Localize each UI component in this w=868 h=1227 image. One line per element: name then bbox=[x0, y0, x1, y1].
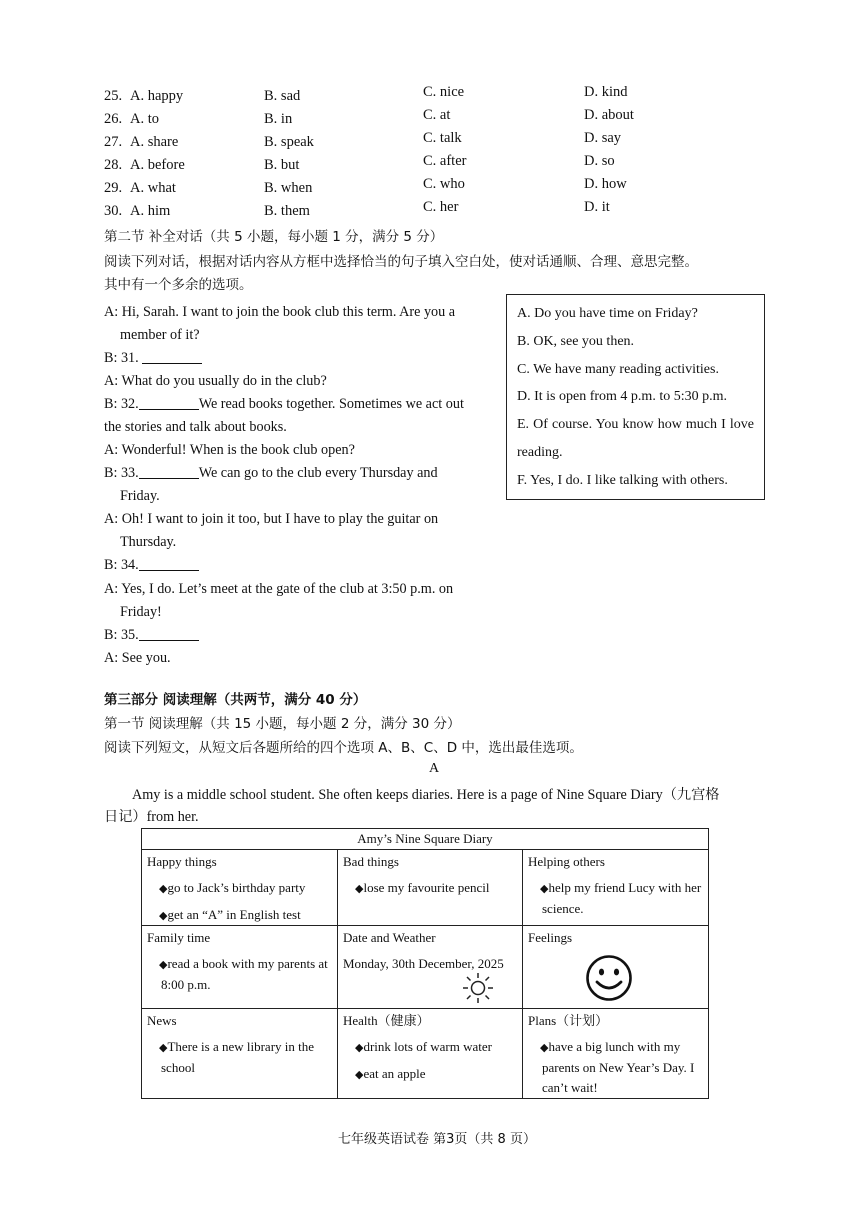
question-number: 25. bbox=[104, 88, 123, 104]
smiley-face-icon bbox=[585, 954, 633, 1002]
diary-cell-news bbox=[142, 1009, 338, 1099]
part3-instruction: 阅读下列短文，从短文后各题所给的四个选项 A、B、C、D 中，选出最佳选项。 bbox=[104, 740, 583, 756]
cell-title: Happy things bbox=[147, 854, 217, 869]
option-d: D. so bbox=[584, 153, 615, 169]
option-c: C. at bbox=[423, 107, 451, 123]
cell-item bbox=[147, 905, 332, 926]
diary-cell-bad bbox=[338, 850, 523, 926]
answer-blank-33[interactable] bbox=[139, 464, 199, 479]
option-c: C. her bbox=[423, 199, 459, 215]
section2-heading: 第二节 补全对话（共 5 小题，每小题 1 分，满分 5 分） bbox=[104, 229, 444, 245]
option-a: A. happy bbox=[130, 88, 184, 104]
dialogue-label: B: 34. bbox=[104, 557, 139, 573]
diary-cell-happy bbox=[142, 850, 338, 926]
cell-item bbox=[528, 1037, 703, 1098]
option-item: E. Of course. You know how much I love reading. bbox=[517, 417, 754, 460]
part3-subheading: 第一节 阅读理解（共 15 小题，每小题 2 分，满分 30 分） bbox=[104, 716, 461, 732]
option-d: D. kind bbox=[584, 84, 628, 100]
option-b: B. sad bbox=[264, 88, 301, 104]
diamond-bullet-icon: ◆ bbox=[355, 1069, 364, 1081]
cell-item-text: go to Jack’s birthday party bbox=[167, 880, 306, 895]
option-d: D. about bbox=[584, 107, 634, 123]
diamond-bullet-icon: ◆ bbox=[159, 910, 168, 922]
diamond-bullet-icon: ◆ bbox=[159, 959, 168, 971]
cell-item-text: lose my favourite pencil bbox=[363, 880, 490, 895]
diary-cell-health bbox=[338, 1009, 523, 1099]
option-b: B. speak bbox=[264, 134, 314, 150]
diary-cell-feelings bbox=[523, 926, 708, 1009]
cell-item-text: drink lots of warm water bbox=[363, 1039, 492, 1054]
option-c: C. nice bbox=[423, 84, 465, 100]
dialogue-line-33 bbox=[104, 462, 438, 485]
cell-title: Helping others bbox=[528, 854, 605, 869]
cell-item bbox=[147, 878, 332, 899]
part3-heading: 第三部分 阅读理解（共两节，满分 40 分） bbox=[104, 692, 367, 708]
dialogue-line-32 bbox=[104, 393, 464, 416]
dialogue-line: A: Wonderful! When is the book club open? bbox=[104, 442, 355, 458]
option-item: F. Yes, I do. I like talking with others. bbox=[517, 472, 728, 488]
dialogue-line: Friday! bbox=[120, 604, 162, 620]
option-d: D. how bbox=[584, 176, 627, 192]
nine-square-diary bbox=[141, 828, 709, 1099]
option-c: C. talk bbox=[423, 130, 462, 146]
cell-title: Plans（计划） bbox=[528, 1013, 609, 1028]
answer-blank-34[interactable] bbox=[139, 556, 199, 571]
diamond-bullet-icon: ◆ bbox=[355, 1042, 364, 1054]
cell-title: Feelings bbox=[528, 930, 573, 945]
cell-title: Health（健康） bbox=[343, 1013, 430, 1028]
passage-intro-2: 日记）from her. bbox=[104, 809, 199, 825]
cell-title: Date and Weather bbox=[343, 930, 436, 945]
diary-cell-date-weather bbox=[338, 926, 523, 1009]
cell-item-text: There is a new library in the school bbox=[161, 1039, 315, 1075]
dialogue-line: A: Yes, I do. Let’s meet at the gate of the club at 3:50 p.m. on bbox=[104, 581, 454, 597]
diary-grid bbox=[142, 850, 708, 1099]
option-b: B. but bbox=[264, 157, 300, 173]
option-item: B. OK, see you then. bbox=[517, 333, 635, 349]
dialogue-label: B: 31. bbox=[104, 350, 139, 366]
section2-instruction: 阅读下列对话，根据对话内容从方框中选择恰当的句子填入空白处，使对话通顺、合理、意思完整。 bbox=[104, 254, 698, 270]
dialogue-label: B: 35. bbox=[104, 627, 139, 643]
sun-icon bbox=[460, 971, 496, 1005]
dialogue-label: B: 33. bbox=[104, 465, 139, 481]
dialogue-line: Thursday. bbox=[120, 534, 177, 550]
diamond-bullet-icon: ◆ bbox=[540, 1042, 549, 1054]
option-c: C. after bbox=[423, 153, 467, 169]
cell-item-text: get an “A” in English test bbox=[167, 907, 301, 922]
answer-blank-35[interactable] bbox=[139, 626, 199, 641]
diary-cell-helping bbox=[523, 850, 708, 926]
options-box bbox=[506, 294, 765, 500]
section2-instruction-2: 其中有一个多余的选项。 bbox=[104, 277, 253, 293]
dialogue-text: We read books together. Sometimes we act out bbox=[198, 396, 464, 412]
option-c: C. who bbox=[423, 176, 465, 192]
diary-title: Amy’s Nine Square Diary bbox=[142, 829, 708, 850]
dialogue-line-31 bbox=[104, 347, 202, 370]
question-number: 26. bbox=[104, 111, 123, 127]
cell-item-text: eat an apple bbox=[363, 1066, 426, 1081]
option-item: D. It is open from 4 p.m. to 5:30 p.m. bbox=[517, 389, 727, 405]
cell-item bbox=[343, 878, 517, 899]
diary-cell-family bbox=[142, 926, 338, 1009]
cell-item-text: read a book with my parents at 8:00 p.m. bbox=[161, 956, 328, 992]
cell-title: Bad things bbox=[343, 854, 399, 869]
question-number: 30. bbox=[104, 203, 123, 219]
option-a: A. share bbox=[130, 134, 179, 150]
option-a: A. what bbox=[130, 180, 176, 196]
dialogue-line: the stories and talk about books. bbox=[104, 419, 287, 435]
option-a: A. before bbox=[130, 157, 185, 173]
page-footer: 七年级英语试卷 第3页（共 8 页） bbox=[338, 1132, 536, 1147]
dialogue-line: A: See you. bbox=[104, 650, 171, 666]
cell-item-text: help my friend Lucy with her science. bbox=[542, 880, 702, 916]
option-item: A. Do you have time on Friday? bbox=[517, 306, 698, 321]
option-d: D. say bbox=[584, 130, 622, 146]
dialogue-line: A: Oh! I want to join it too, but I have to play the guitar on bbox=[104, 511, 439, 527]
option-b: B. in bbox=[264, 111, 293, 127]
dialogue-line: A: Hi, Sarah. I want to join the book club this term. Are you a bbox=[104, 304, 456, 320]
diamond-bullet-icon: ◆ bbox=[159, 883, 168, 895]
passage-intro: Amy is a middle school student. She often keeps diaries. Here is a page of Nine Square Diary（九宫格 bbox=[132, 787, 720, 803]
answer-blank-31[interactable] bbox=[142, 349, 202, 364]
passage-label: A bbox=[429, 761, 440, 776]
date-value: Monday, 30th December, 2025 bbox=[343, 956, 504, 971]
option-a: A. him bbox=[130, 203, 171, 219]
cell-item bbox=[343, 1064, 517, 1085]
answer-blank-32[interactable] bbox=[139, 395, 199, 410]
question-number: 28. bbox=[104, 157, 123, 173]
cell-item bbox=[147, 954, 332, 995]
option-item: C. We have many reading activities. bbox=[517, 361, 719, 377]
dialogue-label: B: 32. bbox=[104, 396, 139, 412]
cell-title: News bbox=[147, 1013, 177, 1028]
option-b: B. when bbox=[264, 180, 313, 196]
cell-item-text: have a big lunch with my parents on New Year’s Day. I can’t wait! bbox=[542, 1039, 695, 1095]
dialogue-line: member of it? bbox=[120, 327, 200, 343]
dialogue-line-34 bbox=[104, 554, 199, 577]
cell-item bbox=[528, 878, 703, 919]
diamond-bullet-icon: ◆ bbox=[355, 883, 364, 895]
cell-title: Family time bbox=[147, 930, 211, 945]
option-a: A. to bbox=[130, 111, 159, 127]
diary-cell-plans bbox=[523, 1009, 708, 1099]
dialogue-text: We can go to the club every Thursday and bbox=[198, 465, 438, 481]
dialogue-line-35 bbox=[104, 624, 199, 647]
dialogue-line: Friday. bbox=[120, 488, 160, 504]
diamond-bullet-icon: ◆ bbox=[540, 883, 549, 895]
dialogue-line: A: What do you usually do in the club? bbox=[104, 373, 327, 389]
option-d: D. it bbox=[584, 199, 610, 215]
diamond-bullet-icon: ◆ bbox=[159, 1042, 168, 1054]
option-b: B. them bbox=[264, 203, 310, 219]
cell-item bbox=[147, 1037, 332, 1078]
question-number: 27. bbox=[104, 134, 123, 150]
question-number: 29. bbox=[104, 180, 123, 196]
cell-item bbox=[343, 1037, 517, 1058]
